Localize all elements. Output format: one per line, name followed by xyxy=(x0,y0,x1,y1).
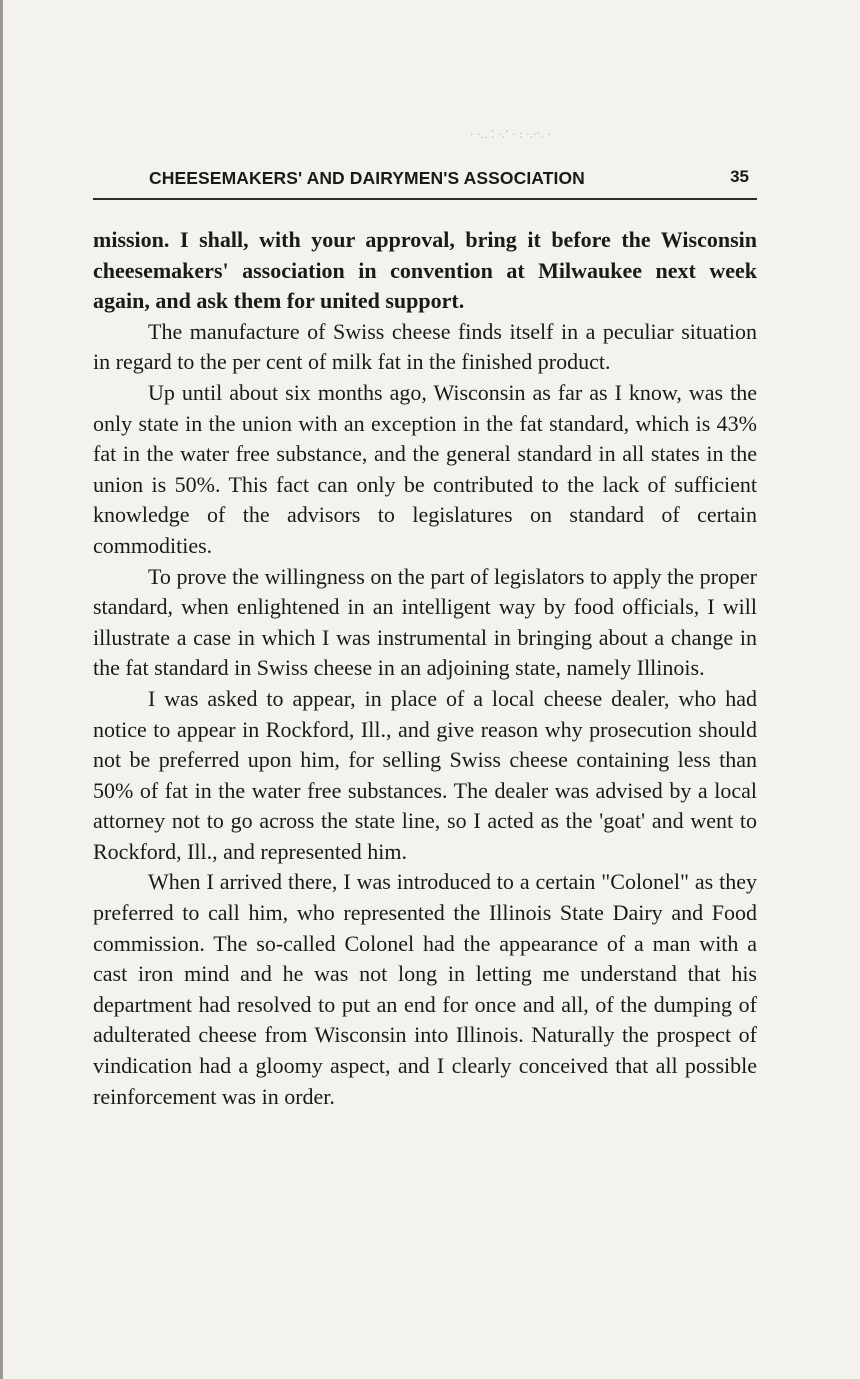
paragraph-illinois-case: To prove the willingness on the part of legislators to apply the proper standard, when enlightened in an intelligent way by food officials, I will illustrate a case in which I was instrumental in bringing about a change in the fat standard in Swiss cheese in an adjoining state, namely Illinois. xyxy=(93,563,757,681)
paragraph-fat-standard: Up until about six months ago, Wisconsin as far as I know, was the only state in the union with an exception in the fat standard, which is 43% fat in the water free substance, and the general standard in all states in the union is 50%. This fact can only be contributed to the lack of sufficient knowledge of the advisors to legislatures on standard of certain commodities. xyxy=(93,379,757,558)
paragraph-rockford-appearance: I was asked to appear, in place of a local cheese dealer, who had notice to appear in Rockford, Ill., and give reason why prosecution should not be preferred upon him, for selling Swiss cheese containing less than 50% of fat in the water free substances. The dealer was advised by a local attorney not to go across the state line, so I acted as the 'goat' and went to Rockford, Ill., and represented him. xyxy=(93,685,757,864)
paragraph-swiss-cheese-situation: The manufacture of Swiss cheese finds itself in a peculiar situation in regard to the per cent of milk fat in the finished product. xyxy=(93,318,757,375)
header-rule xyxy=(93,198,757,200)
page-number: 35 xyxy=(730,167,749,186)
paragraph-continued: mission. I shall, with your approval, bring it before the Wisconsin cheesemakers' association in convention at Milwaukee next week again, and ask them for united support. xyxy=(93,227,757,314)
page-body xyxy=(93,225,757,1112)
running-head: CHEESEMAKERS' AND DAIRYMEN'S ASSOCIATION xyxy=(149,168,585,188)
bleed-through-marks: · ·.. ⁚ ·.ʼ · : ·.·ˑ. · xyxy=(470,128,551,141)
page-header xyxy=(93,163,757,203)
paragraph-colonel: When I arrived there, I was introduced to a certain "Colonel" as they preferred to call him, who represented the Illinois State Dairy and Food commission. The so-called Colonel had the appearance of a man with a cast iron mind and he was not long in letting me understand that his department had resolved to put an end for once and all, of the dumping of adulterated cheese from Wisconsin into Illinois. Naturally the prospect of vindication had a gloomy aspect, and I clearly conceived that all possible reinforcement was in order. xyxy=(93,869,757,1109)
page-left-edge xyxy=(0,0,3,1379)
